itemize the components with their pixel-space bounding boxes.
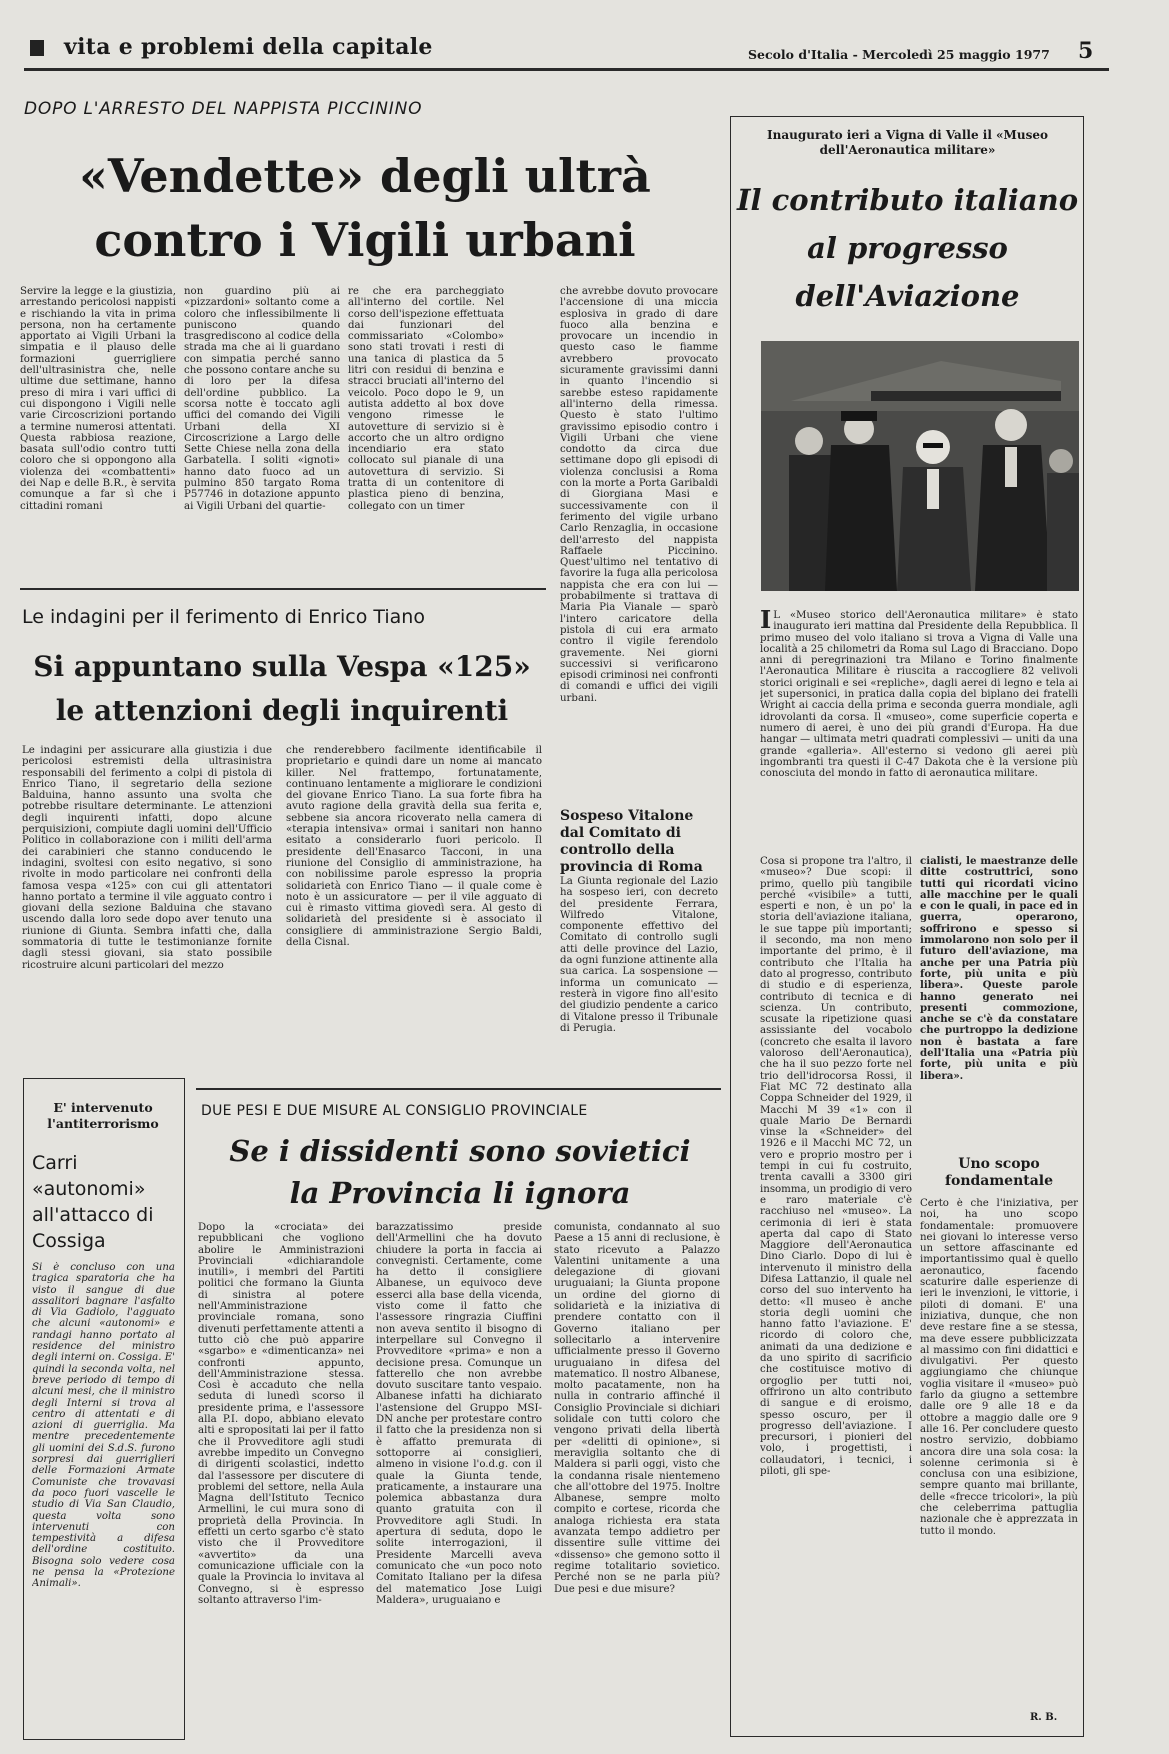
antiterror-kicker: E' intervenuto l'antiterrorismo bbox=[47, 1100, 159, 1131]
article2-headline-line2: le attenzioni degli inquirenti bbox=[55, 694, 509, 727]
aviation-column-c: Certo è che l'iniziativa, per noi, ha uno scopo fondamentale: promuovere nei giovani lo interesse verso un settore affascinante ed importantissimo qual è quello aeronautico, facendo scaturire dalle esperienze di ieri le invenzioni, le vittorie, i piloti di domani. E' una iniziativa, dunque, che non deve restare fine a se stessa, ma deve essere pubblicizzata al massimo con fini didattici e divulgativi. Per questo aggiungiamo che chiunque voglia visitare il «museo» può farlo da giugno a settembre dalle ore 9 alle 18 e da ottobre a maggio dalle ore 9 alle 16. Per concludere questo nostro servizio, dobbiamo ancora dire una sola cosa: la solenne cerimonia si è conclusa con una esibizione, sempre quanto mai brillante, delle «frecce tricolori», la più che celeberrima pattuglia nazionale che è apprezzata in tutto il mondo. bbox=[920, 1198, 1078, 1537]
aviation-lead-text: L «Museo storico dell'Aeronautica militare» è stato inaugurato ieri mattina dal Presidente della Repubblica. Il primo museo del volo italiano si trova a Vigna di Valle una località a 25 chilometri da Roma sul Lago di Bracciano. Dopo anni di peregrinazioni tra Milano e Torino finalmente l'Aeronautica Militare è riuscita a raccogliere 82 velivoli storici originali e sei «repliche», dagli aerei di legno e tela ai jet supersonici, in pratica dalla copia del biplano dei fratelli Wright ai caccia della prima e seconda guerra mondiale, agli idrovolanti da corsa. Il «museo», come superficie coperta e numero di aerei, è uno dei più grandi d'Europa. Ha due hangar — ultimata metri quadrati complessivi — uniti da una grande «galleria». All'esterno si vedono gli aerei più ingombranti tra questi il C-47 Dakota che è la versione più conosciuta del mondo in fatto di aeronautica militare. bbox=[760, 610, 1078, 780]
article2-headline bbox=[22, 645, 542, 733]
article1-headline bbox=[20, 144, 710, 272]
aviation-column-a: Cosa si propone tra l'altro, il «museo»? Due scopi: il primo, quello più tangibile perché «visibile» a tutti, esperti e non, è un po' la storia dell'aviazione italiana, le sue tappe più importanti; il secondo, ma non meno importante del primo, è il contributo che l'Italia ha dato al progresso, contributo di studio e di esperienza, contributo di tecnica e di scienza. Un contributo, scusate la ripetizione quasi assissiante del vocabolo (concreto che esalta il lavoro valoroso dell'Aeronautica), che ha il suo pezzo forte nel trio dell'idrocorsa Rossi, il Fiat MC 72 destinato alla Coppa Schneider del 1929, il Macchi M 39 «1» con il quale Mario De Bernardi vinse la «Schneider» del 1926 e il Macchi MC 72, un vero e proprio mostro per i tempi in cui fu costruito, trenta cavalli a 3300 giri insomma, un prodigio di vero e raro materiale c'è racchiuso nel «museo». La cerimonia di ieri è stata aperta dal capo di Stato Maggiore dell'Aeronautica Dino Ciarlo. Dopo di lui è intervenuto il ministro della Difesa Lattanzio, il quale nel corso del suo intervento ha detto: «Il museo è anche storia degli uomini che hanno fatto l'aviazione. E' ricordo di coloro che, animati da una dedizione e da uno spirito di sacrificio che costituisce motivo di orgoglio per tutti noi, offrirono un alto contributo di sangue e di eroismo, spesso oscuro, per il progresso dell'aviazione. I precursori, i pionieri del volo, i progettisti, i collaudatori, i tecnici, i piloti, gli spe- bbox=[760, 856, 912, 1478]
aviation-signature: R. B. bbox=[1030, 1712, 1058, 1723]
aviation-lead bbox=[760, 610, 1078, 850]
article1-headline-line1: «Vendette» degli ultrà bbox=[79, 149, 651, 203]
aviation-subhead: Uno scopo fondamentale bbox=[944, 1156, 1054, 1189]
museum-photo bbox=[761, 341, 1079, 591]
aviation-headline-line3: dell'Aviazione bbox=[795, 279, 1020, 313]
antiterror-headline: Carri «autonomi» all'attacco di Cossiga bbox=[32, 1152, 154, 1252]
article1-kicker: DOPO L'ARRESTO DEL NAPPISTA PICCININO bbox=[24, 99, 423, 119]
provincia-column-1: Dopo la «crociata» dei repubblicani che vogliono abolire le Amministrazioni Provinciali «dichiarandole inutili», i membri del Partiti politici che formano la Giunta di sinistra al potere nell'Amministrazione provinciale romana, sono divenuti perfettamente attenti a tutto ciò che può apparire «sgarbo» e «dimenticanza» nei confronti appunto, dell'Amministrazione stessa. Così è accaduto che nella seduta di lunedì scorso il presidente prima, e l'assessore alla P.I. dopo, abbiano elevato alti e spropositati lai per il fatto che il Provveditore agli studi avrebbe impedito un Convegno di dirigenti scolastici, indetto dal l'assessore per discutere di problemi del settore, nella Aula Magna dell'Istituto Tecnico Armellini, le cui mura sono di proprietà della Provincia. In effetti un certo sgarbo c'è stato visto che il Provveditore «avvertito» da una comunicazione ufficiale con la quale la Provincia lo invitava al Convegno, si è espresso soltanto attraverso l'im- bbox=[198, 1222, 364, 1606]
masthead-rule bbox=[24, 68, 1109, 71]
provincia-headline-line2: la Provincia li ignora bbox=[289, 1176, 631, 1210]
provincia-column-3: comunista, condannato al suo Paese a 15 anni di reclusione, è stato ricevuto a Palazzo Valentini unitamente a una delegazione di giovani uruguaiani; la Giunta propone un ordine del giorno di solidarietà e la iniziativa di prendere contatto con il Governo italiano per sollecitarlo a intervenire ufficialmente presso il Governo uruguaiano in difesa del matematico. Il nostro Albanese, molto pacatamente, non ha nulla in contrario affinché il Consiglio Provinciale si dichiari solidale con tutti coloro che vengono privati della libertà per «delitti di opinione», si meraviglia soltanto che di Maldera si parli oggi, visto che la condanna risale nientemeno che all'ottobre del 1975. Inoltre Albanese, sempre molto compito e cortese, ricorda che analoga richiesta era stata avanzata tempo addietro per dissentire sulle vittime dei «dissenso» che gemono sotto il regime totalitario sovietico. Perché non se ne parla più? Due pesi e due misure? bbox=[554, 1222, 720, 1595]
article2-headline-line1: Si appuntano sulla Vespa «125» bbox=[33, 650, 531, 683]
article1-column-2: non guardino più ai «pizzardoni» soltanto come a coloro che inflessibilmente li puniscono quando trasgrediscono al codice della strada ma che ai li guardano con simpatia perché sanno che possono contare anche su di loro per la difesa dell'ordine pubblico. La scorsa notte è toccato agli uffici del comando dei Vigili Urbani della XI Circoscrizione a Largo delle Sette Chiese nella zona della Garbatella. I soliti «ignoti» hanno dato fuoco ad un pulmino 850 targato Roma P57746 in dotazione appunto ai Vigili Urbani del quartie- bbox=[184, 286, 340, 512]
article1-column-3: re che era parcheggiato all'interno del cortile. Nel corso dell'ispezione effettuata dai funzionari del commissariato «Colombo» sono stati trovati i resti di una tanica di plastica da 5 litri con residui di benzina e stracci bruciati all'interno del veicolo. Poco dopo le 9, un autista addetto al box dove vengono rimesse le autovetture di servizio si è accorto che un altro ordigno incendiario era stato collocato sul pianale di una autovettura di servizio. Si tratta di un contenitore di plastica pieno di benzina, collegato con un timer bbox=[348, 286, 504, 512]
aviation-kicker: Inaugurato ieri a Vigna di Valle il «Museo dell'Aeronautica militare» bbox=[767, 128, 1048, 157]
aviation-headline bbox=[730, 176, 1085, 320]
page-number: 5 bbox=[1078, 38, 1094, 64]
section-title: vita e problemi della capitale bbox=[64, 34, 433, 60]
article1-column-1: Servire la legge e la giustizia, arrestando pericolosi nappisti e rischiando la vita in prima persona, non ha certamente apportato ai Vigili Urbani la simpatia e il plauso delle formazioni guerrigliere dell'ultrasinistra che, nelle ultime due settimane, hanno preso di mira i vari uffici di cui dispongono i Vigili nelle varie Circoscrizioni portando a termine numerosi attentati. Questa rabbiosa reazione, basata sull'odio contro tutti coloro che si oppongono alla violenza dei «combattenti» dei Nap e delle B.R., è servita comunque a far sì che i cittadini romani bbox=[20, 286, 176, 512]
antiterror-body: Si è concluso con una tragica sparatoria che ha visto il sangue di due assalitori bagnare l'asfalto di Via Gadiolo, l'agguato che alcuni «autonomi» e randagi hanno portato al residence del ministro degli interni on. Cossiga. E' quindi la seconda volta, nel breve periodo di tempo di alcuni mesi, che il ministro degli Interni si trova al centro di attentati e di azioni di guerriglia. Ma mentre precedentemente gli uomini dei S.d.S. furono sorpresi dai guerriglieri delle Formazioni Armate Comuniste che trovavasi da poco fuori vascelle le studio di Via San Claudio, questa volta sono intervenuti con tempestività a difesa dell'ordine costituito. Bisogna solo vedere cosa ne pensa la «Protezione Animali». bbox=[32, 1262, 175, 1590]
aviation-column-b: cialisti, le maestranze delle ditte costruttrici, sono tutti qui ricordati vicino alle macchine per le quali e con le quali, in pace ed in guerra, operarono, soffrirono e spesso si immolarono non solo per il futuro dell'aviazione, ma anche per una Patria più forte, più unita e più libera». Queste parole hanno generato nei presenti commozione, anche se c'è da constatare che purtroppo la dedizione non è bastata a fare dell'Italia una «Patria più forte, più unita e più libera». bbox=[920, 856, 1078, 1082]
article2-column-2: che renderebbero facilmente identificabile il proprietario e quindi dare un nome ai mancato killer. Nel frattempo, fortunatamente, continuano lentamente a migliorare le condizioni del giovane Enrico Tiano. La sua forte fibra ha avuto ragione della gravità della sua ferita e, sebbene sia ancora ricoverato nella camera di «terapia intensiva» ormai i sanitari non hanno esitato a considerarlo fuori pericolo. Il presidente dell'Enasarco Tacconi, in una riunione del Consiglio di amministrazione, ha con nobilissime parole espresso la propria solidarietà con Enrico Tiano — il quale come è noto è un assicuratore — per il vile agguato di cui è rimasto vittima giovedì sera. Al gesto di solidarietà del presidente si è associato il consigliere di amministrazione Sergio Baldi, della Cisnal. bbox=[286, 745, 542, 949]
paper-date: Secolo d'Italia - Mercoledì 25 maggio 1977 bbox=[748, 47, 1050, 62]
museum-photo-image bbox=[761, 341, 1079, 591]
article1-headline-line2: contro i Vigili urbani bbox=[94, 213, 636, 267]
provincia-kicker: DUE PESI E DUE MISURE AL CONSIGLIO PROVINCIALE bbox=[201, 1103, 588, 1119]
aviation-dropcap: I bbox=[760, 610, 772, 634]
provincia-headline bbox=[200, 1130, 720, 1214]
vitalone-headline: Sospeso Vitalone dal Comitato di controllo della provincia di Roma bbox=[560, 808, 703, 875]
article2-kicker: Le indagini per il ferimento di Enrico Tiano bbox=[22, 606, 425, 628]
provincia-headline-line1: Se i dissidenti sono sovietici bbox=[229, 1134, 691, 1168]
provincia-rule bbox=[196, 1088, 721, 1090]
aviation-headline-line2: al progresso bbox=[807, 231, 1008, 265]
section-bullet bbox=[30, 40, 44, 56]
provincia-column-2: barazzatissimo preside dell'Armellini che ha dovuto chiudere la porta in faccia ai convegnisti. Certamente, come ha detto il consigliere Albanese, un equivoco deve esserci alla base della vicenda, visto come il fatto che l'assessore ringrazia Ciuffini non aveva sentito il bisogno di interpellare sul Convegno il Provveditore «prima» e non a decisione presa. Comunque un fatterello che non avrebbe dovuto suscitare tanto vespaio. Albanese infatti ha dichiarato l'astensione del Gruppo MSI-DN anche per protestare contro il fatto che la presidenza non si è affatto premurata di sottoporre ai consiglieri, almeno in visione l'o.d.g. con il quale la Giunta tende, praticamente, a instaurare una polemica abbastanza dura quanto gratuita con il Provveditore agli Studi. In apertura di seduta, dopo le solite interrogazioni, il Presidente Marcelli aveva comunicato che «un poco noto Comitato Italiano per la difesa del matematico Jose Luigi Maldera», uruguaiano e bbox=[376, 1222, 542, 1606]
section-divider bbox=[20, 588, 546, 590]
article2-column-1: Le indagini per assicurare alla giustizia i due pericolosi estremisti della ultrasinistra responsabili del ferimento a colpi di pistola di Enrico Tiano, il segretario della sezione Balduina, hanno assunto una svolta che potrebbe risultare determinante. Le attenzioni degli inquirenti infatti, dopo alcune perquisizioni, compiute dagli uomini dell'Ufficio Politico in collaborazione con i militi dell'arma dei carabinieri che stanno conducendo le indagini, svoltesi con esito negativo, si sono rivolte in modo particolare nei confronti della famosa vespa «125» con cui gli attentatori hanno portato a termine il vile agguato contro i giovani della sezione Balduina che stavano uscendo dalla loro sede dopo aver tenuto una riunione di Giunta. Sembra infatti che, dalla sommatoria di tutte le testimonianze fornite dagli stessi giovani, sia stato possibile ricostruire alcuni particolari del mezzo bbox=[22, 745, 272, 971]
article1-column-4: che avrebbe dovuto provocare l'accensione di una miccia esplosiva in grado di dare fuoco alla benzina e provocare un incendio in questo caso le fiamme avrebbero provocato sicuramente gravissimi danni in quanto l'incendio si sarebbe esteso rapidamente all'interno della rimessa. Questo è stato l'ultimo gravissimo episodio contro i Vigili Urbani che viene condotto da circa due settimane dopo gli episodi di violenza conclusisi a Roma con la morte a Porta Garibaldi di Giorgiana Masi e successivamente con il ferimento del vigile urbano Carlo Renzaglia, in occasione dell'arresto del nappista Raffaele Piccinino. Quest'ultimo nel tentativo di favorire la fuga alla pericolosa nappista che era con lui — probabilmente si trattava di Maria Pia Vianale — sparò l'intero caricatore della pistola di cui era armato contro il vigile ferendolo gravemente. Nei giorni successivi si verificarono episodi criminosi nei confronti di comandi e uffici dei vigili urbani. bbox=[560, 286, 718, 704]
vitalone-body: La Giunta regionale del Lazio ha sospeso ieri, con decreto del presidente Ferrara, Wilfredo Vitalone, componente effettivo del Comitato di controllo sugli atti delle province del Lazio, da ogni funzione attinente alla sua carica. La sospensione — informa un comunicato — resterà in vigore fino all'esito del giudizio pendente a carico di Vitalone presso il Tribunale di Perugia. bbox=[560, 876, 718, 1034]
aviation-headline-line1: Il contributo italiano bbox=[736, 183, 1079, 217]
